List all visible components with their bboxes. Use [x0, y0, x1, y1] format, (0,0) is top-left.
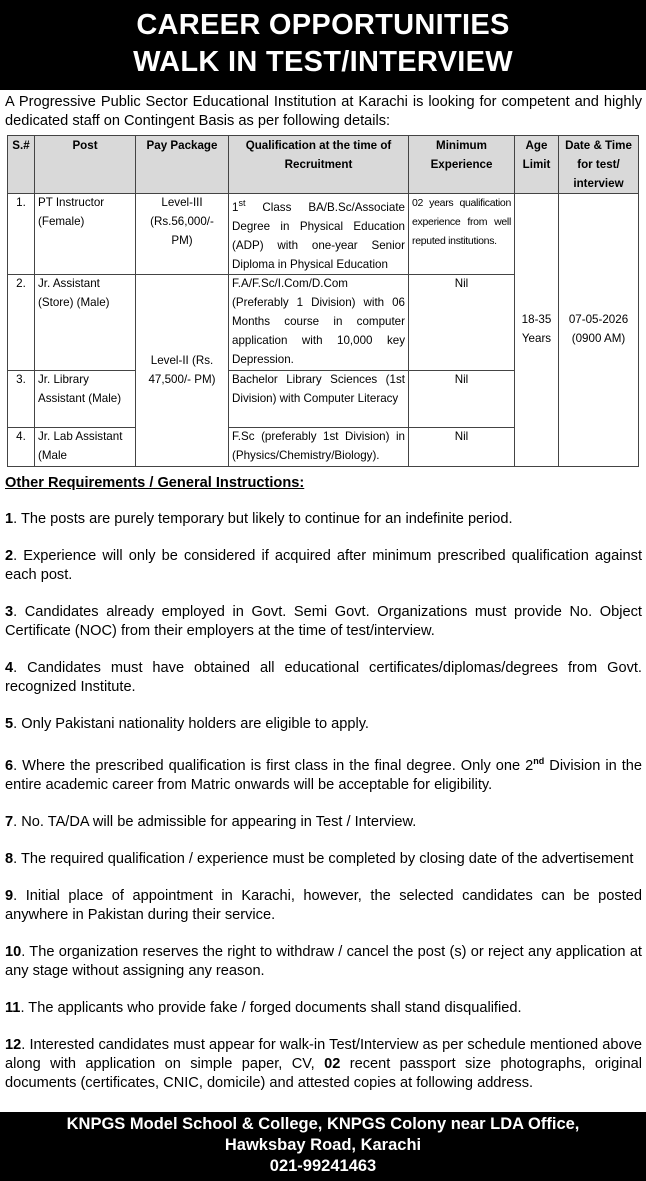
qual-prefix: 1	[232, 201, 239, 215]
cell-sn: 3.	[8, 371, 35, 428]
cell-sn: 2.	[8, 275, 35, 371]
item-text: . Initial place of appointment in Karachi, however, the selected candidates can be posted anywhere in Pakistan during their service.	[5, 887, 642, 923]
item-bold: 02	[324, 1055, 341, 1072]
instruction-item	[5, 850, 642, 869]
col-header-age: Age Limit	[515, 136, 559, 194]
col-header-date: Date & Time for test/ interview	[559, 136, 639, 194]
instruction-item	[5, 547, 642, 585]
cell-qualification: F.Sc (preferably 1st Division) in (Physics/Chemistry/Biology).	[229, 428, 409, 467]
cell-post: Jr. Lab Assistant (Male	[35, 428, 136, 467]
title-line-1: CAREER OPPORTUNITIES	[136, 9, 510, 41]
vacancy-table	[7, 135, 639, 467]
address-line-2: Hawksbay Road, Karachi	[224, 1136, 422, 1154]
item-number: 7	[5, 813, 14, 830]
instructions-heading: Other Requirements / General Instructions:	[5, 475, 305, 492]
col-header-experience: Minimum Experience	[409, 136, 515, 194]
cell-sn: 1.	[8, 194, 35, 275]
address-footer	[0, 1112, 646, 1181]
cell-pay: Level-III (Rs.56,000/- PM)	[136, 194, 229, 275]
item-text-cont: Division in the entire academic career from Matric onwards will be acceptable for eligibility.	[5, 757, 643, 793]
item-number: 6	[5, 757, 14, 774]
qual-text: Class BA/B.Sc/Associate Degree in Physical Education (ADP) with one-year Senior Diploma in Physical Education	[232, 201, 405, 271]
cell-date: 07-05-2026 (0900 AM)	[559, 194, 639, 467]
col-header-qualification: Qualification at the time of Recruitment	[229, 136, 409, 194]
instruction-item	[5, 1036, 642, 1093]
cell-experience: 02 years qualification experience from well reputed institutions.	[409, 194, 515, 275]
cell-qualification: Bachelor Library Sciences (1st Division) with Computer Literacy	[229, 371, 409, 428]
qual-sup: st	[238, 198, 246, 209]
item-text-cont: recent passport size photographs, original documents (certificates, CNIC, domicile) and attested copies at following address.	[5, 1055, 642, 1091]
item-number: 1	[5, 511, 14, 528]
instructions-list	[0, 510, 646, 1093]
item-text: . The required qualification / experience must be completed by closing date of the advertisement	[13, 850, 634, 867]
instruction-item	[5, 659, 642, 697]
cell-age: 18-35 Years	[515, 194, 559, 467]
item-text: . The posts are purely temporary but likely to continue for an indefinite period.	[13, 511, 513, 528]
item-number: 4	[5, 660, 14, 677]
item-text: . Experience will only be considered if acquired after minimum prescribed qualification against each post.	[5, 548, 642, 584]
instruction-item	[5, 999, 642, 1018]
item-number: 8	[5, 850, 14, 867]
item-text: . Candidates already employed in Govt. Semi Govt. Organizations must provide No. Object Certificate (NOC) from their employers at the time of test/interview.	[5, 604, 642, 640]
cell-experience: Nil	[409, 371, 515, 428]
item-text: . The organization reserves the right to withdraw / cancel the post (s) or reject any application at any stage without assigning any reason.	[5, 943, 642, 979]
item-number: 2	[5, 548, 14, 565]
title-banner	[0, 0, 646, 90]
item-number: 3	[5, 604, 14, 621]
item-text: . Candidates must have obtained all educational certificates/diplomas/degrees from Govt. recognized Institute.	[5, 660, 642, 696]
instruction-item	[5, 813, 642, 832]
cell-qualification	[229, 194, 409, 275]
item-number: 10	[5, 943, 22, 960]
instruction-item	[5, 510, 642, 529]
instruction-item	[5, 715, 642, 734]
item-text: . The applicants who provide fake / forged documents shall stand disqualified.	[20, 999, 522, 1016]
instruction-item	[5, 752, 642, 795]
title-line-2: WALK IN TEST/INTERVIEW	[133, 46, 513, 78]
item-text: . No. TA/DA will be admissible for appearing in Test / Interview.	[13, 813, 417, 830]
cell-experience: Nil	[409, 275, 515, 371]
phone-number: 021-99241463	[269, 1157, 377, 1175]
instruction-item	[5, 887, 642, 925]
cell-qualification: F.A/F.Sc/I.Com/D.Com (Preferably 1 Division) with 06 Months course in computer application with 10,000 key Depression.	[229, 275, 409, 371]
col-header-sn: S.#	[8, 136, 35, 194]
table-header-row	[8, 136, 639, 194]
item-text: . Interested candidates must appear for walk-in Test/Interview as per schedule mentioned above along with application on simple paper, CV,	[5, 1036, 642, 1072]
address-line-1: KNPGS Model School & College, KNPGS Colony near LDA Office,	[66, 1115, 580, 1133]
cell-sn: 4.	[8, 428, 35, 467]
item-sup: nd	[533, 756, 545, 767]
cell-experience: Nil	[409, 428, 515, 467]
cell-post: PT Instructor (Female)	[35, 194, 136, 275]
col-header-post: Post	[35, 136, 136, 194]
cell-post: Jr. Library Assistant (Male)	[35, 371, 136, 428]
col-header-pay: Pay Package	[136, 136, 229, 194]
table-row	[8, 194, 639, 275]
item-number: 9	[5, 887, 14, 904]
instruction-item	[5, 943, 642, 981]
instruction-item	[5, 603, 642, 641]
item-text: . Where the prescribed qualification is first class in the final degree. Only one 2	[13, 757, 534, 774]
cell-pay: Level-II (Rs. 47,500/- PM)	[136, 275, 229, 467]
item-number: 5	[5, 716, 14, 733]
item-number: 12	[5, 1036, 22, 1053]
intro-text: A Progressive Public Sector Educational Institution at Karachi is looking for competent and highly dedicated staff on Contingent Basis as per following details:	[5, 94, 642, 129]
item-text: . Only Pakistani nationality holders are eligible to apply.	[13, 716, 369, 733]
cell-post: Jr. Assistant (Store) (Male)	[35, 275, 136, 371]
item-number: 11	[5, 999, 21, 1016]
